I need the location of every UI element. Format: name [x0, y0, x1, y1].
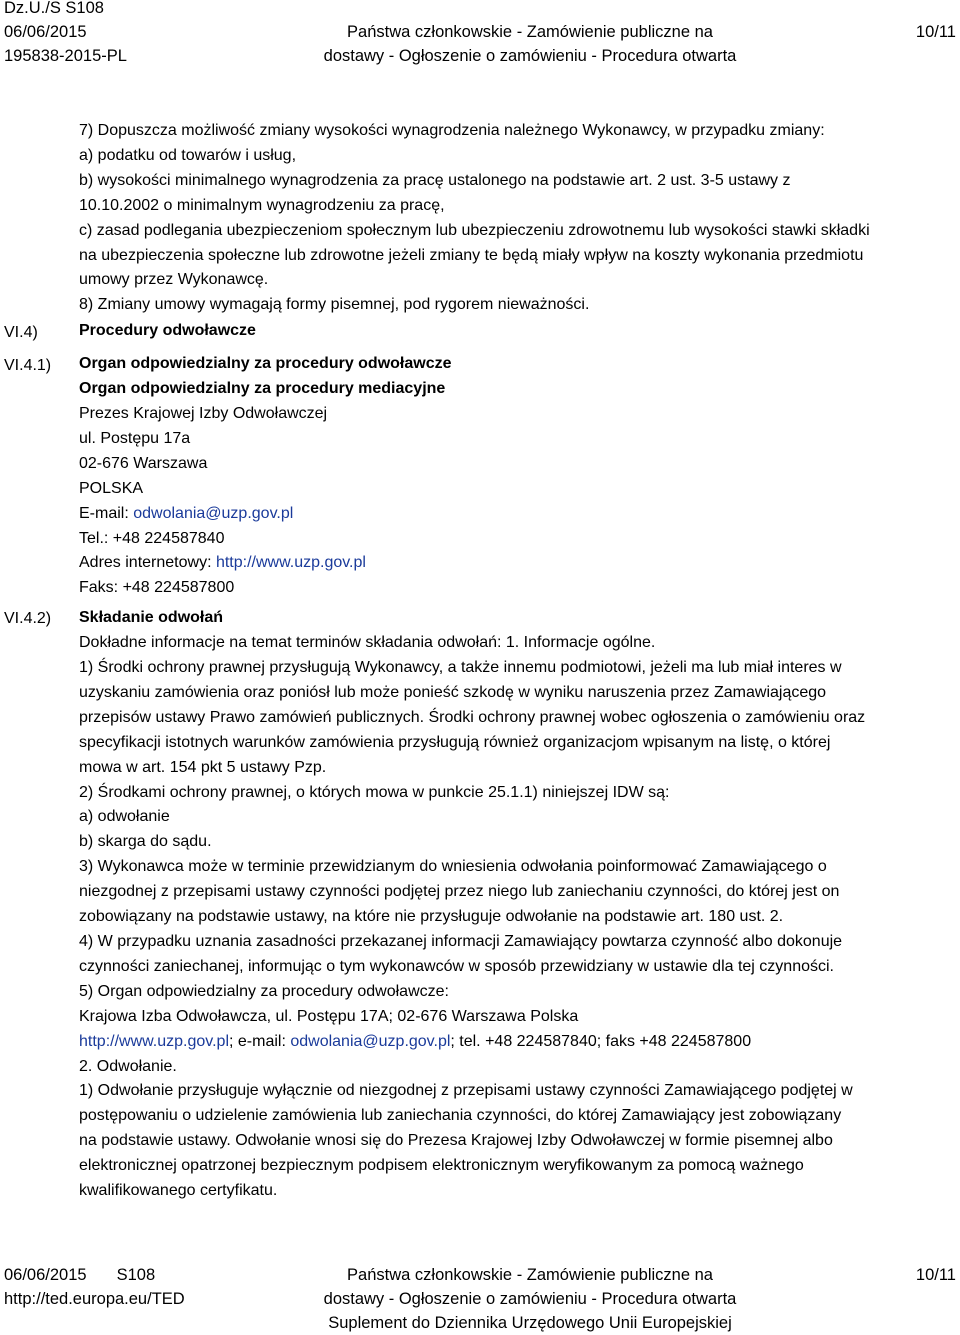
email-label: E-mail:	[79, 504, 134, 522]
page-header	[0, 0, 960, 70]
organ-address	[79, 402, 955, 601]
text-line: 3) Wykonawca może w terminie przewidzianym do wniesienia odwołania poinformować Zamawiającego o	[79, 858, 827, 876]
fax-value: +48 224587800	[122, 579, 235, 597]
text-line: 2) Środkami ochrony prawnej, o których mowa w punkcie 25.1.1) niniejszej IDW są:	[79, 783, 670, 801]
text-line: na podstawie ustawy. Odwołanie wnosi się do Prezesa Krajowej Izby Odwoławczej w formie pisemnej albo	[79, 1132, 833, 1150]
text-line: 2. Odwołanie.	[79, 1057, 177, 1075]
footer-date: 06/06/2015	[4, 1266, 87, 1284]
document-body	[79, 119, 955, 1204]
organ-email-row	[79, 502, 955, 527]
header-title-line2: dostawy - Ogłoszenie o zamówieniu - Procedura otwarta	[323, 47, 737, 65]
section-number-vi41: VI.4.1)	[4, 357, 52, 374]
text-line: 4) W przypadku uznania zasadności przekazanej informacji Zamawiający powtarza czynność albo dokonuje	[79, 933, 843, 950]
footer-page-number: 10/11	[915, 1266, 956, 1284]
text-line: niezgodnej z przepisami ustawy czynności podjętej przez niego lub zaniechaniu czynności, do której jest on	[79, 883, 840, 901]
section-title-appeals: Składanie odwołań	[79, 609, 224, 627]
organ-title-appeals: Organ odpowiedzialny za procedury odwoławcze	[79, 355, 452, 373]
text-line: 1) Odwołanie przysługuje wyłącznie od niezgodnej z przepisami ustawy czynności Zamawiającego podjętej w	[79, 1082, 853, 1100]
text-line: 1) Środki ochrony prawnej przysługują Wykonawcy, a także innemu podmiotowi, jeżeli ma lub miał interes w	[79, 659, 842, 677]
text-line: c) zasad podlegania ubezpieczeniom społecznym lub ubezpieczeniu zdrowotnemu lub wysokości stawki składki	[79, 221, 870, 239]
section-number-vi42: VI.4.2)	[4, 610, 52, 627]
tel-label: Tel.:	[79, 529, 113, 547]
header-title-line1: Państwa członkowskie - Zamówienie publiczne na	[347, 23, 713, 41]
contact-line	[79, 1030, 955, 1055]
text-line: a) podatku od towarów i usług,	[79, 146, 297, 164]
text-line: elektronicznej opatrzonej bezpiecznym podpisem elektronicznym weryfikowanym za pomocą ważnego	[79, 1157, 804, 1175]
footer-title-line2: dostawy - Ogłoszenie o zamówieniu - Procedura otwarta	[323, 1290, 737, 1308]
organ-name: Prezes Krajowej Izby Odwoławczej	[79, 404, 328, 422]
section-title-procedures: Procedury odwoławcze	[79, 322, 256, 340]
doc-id: 195838-2015-PL	[4, 47, 127, 65]
text-line: 7) Dopuszcza możliwość zmiany wysokości wynagrodzenia należnego Wykonawcy, w przypadku zmiany:	[79, 122, 825, 139]
text-line: Dokładne informacje na temat terminów składania odwołań: 1. Informacje ogólne.	[79, 634, 656, 652]
text-line: 8) Zmiany umowy wymagają formy pisemnej, pod rygorem nieważności.	[79, 296, 590, 314]
organ-title-mediation: Organ odpowiedzialny za procedury mediacyjne	[79, 380, 446, 398]
text-line: a) odwołanie	[79, 808, 170, 826]
journal-ref: Dz.U./S S108	[4, 0, 104, 17]
organ-city: 02-676 Warszawa	[79, 454, 208, 472]
text-line: b) wysokości minimalnego wynagrodzenia za pracę ustalonego na podstawie art. 2 ust. 3-5 ustawy z	[79, 171, 791, 189]
tel-value: +48 224587840	[112, 529, 225, 547]
text-line: 10.10.2002 o minimalnym wynagrodzeniu za pracę,	[79, 196, 445, 214]
header-date: 06/06/2015	[4, 23, 87, 41]
text-line: Krajowa Izba Odwoławcza, ul. Postępu 17A; 02-676 Warszawa Polska	[79, 1007, 579, 1025]
text-line: specyfikacji istotnych warunków zamówienia przysługują również organizacjom wpisanym na listę, o której	[79, 733, 831, 751]
text-line: przepisów ustawy Prawo zamówień publicznych. Środki ochrony prawnej wobec ogłoszenia o zamówieniu oraz	[79, 708, 866, 726]
text-line: czynności zaniechanej, informując o tym wykonawców w sposób przewidziany w ustawie dla tej czynności.	[79, 957, 834, 975]
text-line: 5) Organ odpowiedzialny za procedury odwoławcze:	[79, 982, 449, 1000]
text-line: uzyskaniu zamówienia oraz poniósł lub może ponieść szkodę w wyniku naruszenia przez Zamawiającego	[79, 683, 827, 701]
text-line: postępowaniu o udzielenie zamówienia lub zaniechania czynności, do której Zamawiający jest zobowiązany	[79, 1107, 842, 1125]
appeals-block	[79, 631, 955, 1204]
section-number-vi4: VI.4)	[4, 324, 38, 341]
footer-url[interactable]: http://ted.europa.eu/TED	[4, 1290, 185, 1308]
organ-fax-row	[79, 576, 955, 601]
organ-country: POLSKA	[79, 479, 144, 497]
fax-label: Faks:	[79, 579, 123, 597]
intro-block	[79, 119, 955, 318]
www-link[interactable]: http://www.uzp.gov.pl	[79, 1032, 229, 1050]
text-line: kwalifikowanego certyfikatu.	[79, 1182, 278, 1200]
footer-series: S108	[116, 1266, 156, 1284]
header-page-number: 10/11	[915, 23, 956, 41]
www-label: Adres internetowy:	[79, 554, 216, 572]
footer-title-line3: Suplement do Dziennika Urzędowego Unii Europejskiej	[328, 1314, 732, 1332]
text-line: b) skarga do sądu.	[79, 833, 212, 851]
email-link[interactable]: odwolania@uzp.gov.pl	[290, 1032, 451, 1050]
www-link[interactable]: http://www.uzp.gov.pl	[215, 554, 366, 572]
text-line: na ubezpieczenia społeczne lub zdrowotne jeżeli zmiany te będą miały wpływ na koszty wykonania przedmiotu	[79, 246, 864, 264]
organ-www-row	[79, 551, 955, 576]
footer-title-line1: Państwa członkowskie - Zamówienie publiczne na	[347, 1266, 713, 1284]
email-link[interactable]: odwolania@uzp.gov.pl	[133, 504, 294, 522]
contact-sep: ; e-mail:	[229, 1032, 291, 1050]
text-line: zobowiązany na podstawie ustawy, na które nie przysługuje odwołanie na podstawie art. 180 ust. 2.	[79, 908, 784, 926]
text-line: umowy przez Wykonawcę.	[79, 271, 269, 289]
text-line: mowa w art. 154 pkt 5 ustawy Pzp.	[79, 758, 327, 776]
organ-tel-row	[79, 527, 955, 552]
contact-rest: ; tel. +48 224587840; faks +48 224587800	[450, 1032, 752, 1050]
organ-street: ul. Postępu 17a	[79, 429, 191, 447]
